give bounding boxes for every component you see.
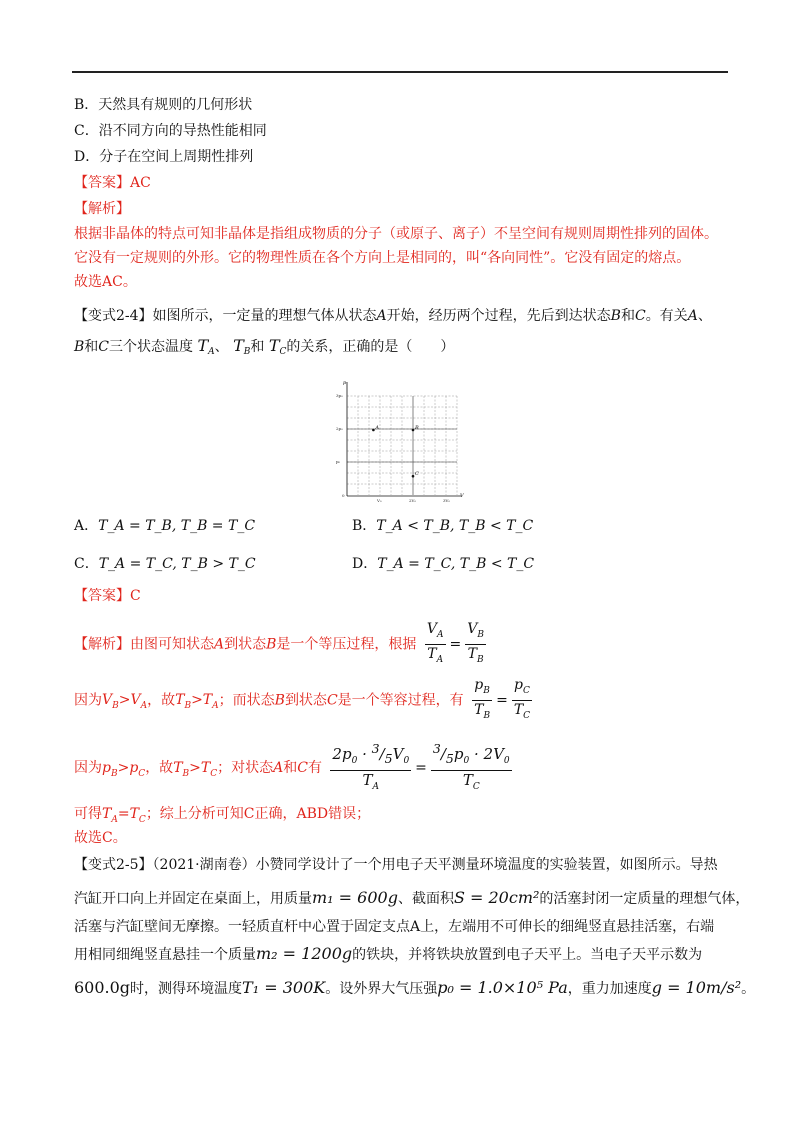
q25-tag: 【变式2-5】	[74, 857, 153, 873]
q24-analysis-line-4: 可得$T_A=T_C$；综上分析可知C正确，ABD错误；	[74, 806, 371, 825]
fraction-vb-tb: $\frac{V_B}{T_B}$	[467, 621, 484, 665]
fraction-va-ta: $\frac{V_A}{T_A}$	[426, 621, 444, 665]
p-axis-label: p	[343, 380, 347, 386]
q24-option-c: C．T_A = T_C, T_B > T_C	[74, 556, 256, 572]
option-c: C．沿不同方向的导热性能相同	[74, 123, 267, 139]
x-tick-labels	[376, 498, 450, 502]
q24-tag: 【变式2-4】	[74, 308, 153, 324]
x-tick: 2V₀	[409, 498, 417, 502]
v-axis-label: V	[460, 493, 464, 499]
option-b: B．天然具有规则的几何形状	[74, 97, 253, 113]
y-tick: 2p₀	[336, 426, 343, 431]
fraction-pc-tc: $\frac{p_C}{T_C}$	[513, 677, 531, 721]
analysis-line-3: 故选AC。	[74, 274, 137, 290]
state-label-a: A	[375, 425, 380, 431]
y-tick: 0	[342, 493, 345, 498]
q24-analysis-line-2: 因为$V_B>V_A$，故$T_B>T_A$；而状态B到状态C是一个等容过程，有 $\frac{p_B}{T_B}$ = $\frac{p_C}{T_C}$	[74, 676, 536, 726]
analysis-line-1: 根据非晶体的特点可知非晶体是指组成物质的分子（或原子、离子）不呈空间有规则周期性排列的固体。	[74, 226, 718, 242]
q24-stem-line-2: B和C三个状态温度 $T_A$、 $T_B$和 $T_C$的关系，正确的是（ ）	[74, 336, 455, 357]
q24-analysis-line-5: 故选C。	[74, 830, 127, 846]
option-d: D．分子在空间上周期性排列	[74, 149, 254, 165]
pv-graph	[333, 376, 465, 502]
analysis-title: 【解析】	[74, 201, 130, 217]
fraction-pb-tb: $\frac{p_B}{T_B}$	[474, 677, 491, 721]
header-rule	[72, 71, 728, 73]
state-label-c: C	[415, 471, 419, 478]
answer-label: 【答案】AC	[74, 175, 151, 191]
q25-line-2: 汽缸开口向上并固定在桌面上，用质量m₁ = 600g、截面积S = 20cm²的活塞封闭一定质量的理想气体，	[74, 888, 750, 907]
fraction-state-a: $\frac{2p_0 \cdot ^3/_5V_0}{T_A}$	[332, 741, 410, 792]
state-point-b	[412, 429, 415, 432]
q25-line-4: 用相同细绳竖直悬挂一个质量m₂ = 1200g的铁块，并将铁块放置到电子天平上。当电子天平示数为	[74, 944, 703, 963]
state-label-b: B	[415, 425, 419, 431]
state-point-a	[372, 429, 375, 432]
analysis-line-2: 它没有一定规则的外形。它的物理性质在各个方向上是相同的，叫“各向同性”。它没有固定的熔点。	[74, 250, 691, 266]
grid	[347, 396, 457, 495]
y-tick: p₀	[336, 459, 341, 464]
q24-option-b: B．T_A < T_B, T_B < T_C	[352, 518, 534, 534]
y-tick: 3p₀	[336, 393, 343, 398]
x-tick: V₀	[377, 498, 382, 502]
q24-answer: 【答案】C	[74, 588, 141, 604]
q24-analysis-line-1: 【解析】由图可知状态A到状态B是一个等压过程，根据 $\frac{V_A}{T_A}$ = $\frac{V_B}{T_B}$	[74, 620, 490, 669]
q24-option-d: D．T_A = T_C, T_B < T_C	[352, 556, 535, 572]
q25-line-5: 600.0g时，测得环境温度T₁ = 300K。设外界大气压强p₀ = 1.0×10⁵ Pa，重力加速度g = 10m/s²。	[74, 978, 756, 997]
q25-line-3: 活塞与汽缸壁间无摩擦。一轻质直杆中心置于固定支点A上，左端用不可伸长的细绳竖直悬挂活塞，右端	[74, 919, 715, 935]
q24-analysis-line-3: 因为$p_B>p_C$，故$T_B>T_C$；对状态A和C有 $\frac{2p_0 \cdot ^3/_5V_0}{T_A}$ = $\frac{^3/_5p_0 \cdot 2V_0}{T_C}$	[74, 740, 516, 796]
q24-option-a: A．T_A = T_B, T_B = T_C	[74, 518, 256, 534]
q25-line-1: 【变式2-5】（2021·湖南卷）小赞同学设计了一个用电子天平测量环境温度的实验装置，如图所示。导热	[74, 857, 718, 873]
state-point-c	[412, 475, 415, 478]
y-tick-labels	[336, 393, 345, 498]
fraction-state-c: $\frac{^3/_5p_0 \cdot 2V_0}{T_C}$	[432, 741, 510, 792]
x-tick: 3V₀	[443, 498, 451, 502]
q24-stem-line-1: 【变式2-4】如图所示，一定量的理想气体从状态A开始，经历两个过程，先后到达状态B和C。有关A、	[74, 308, 712, 324]
